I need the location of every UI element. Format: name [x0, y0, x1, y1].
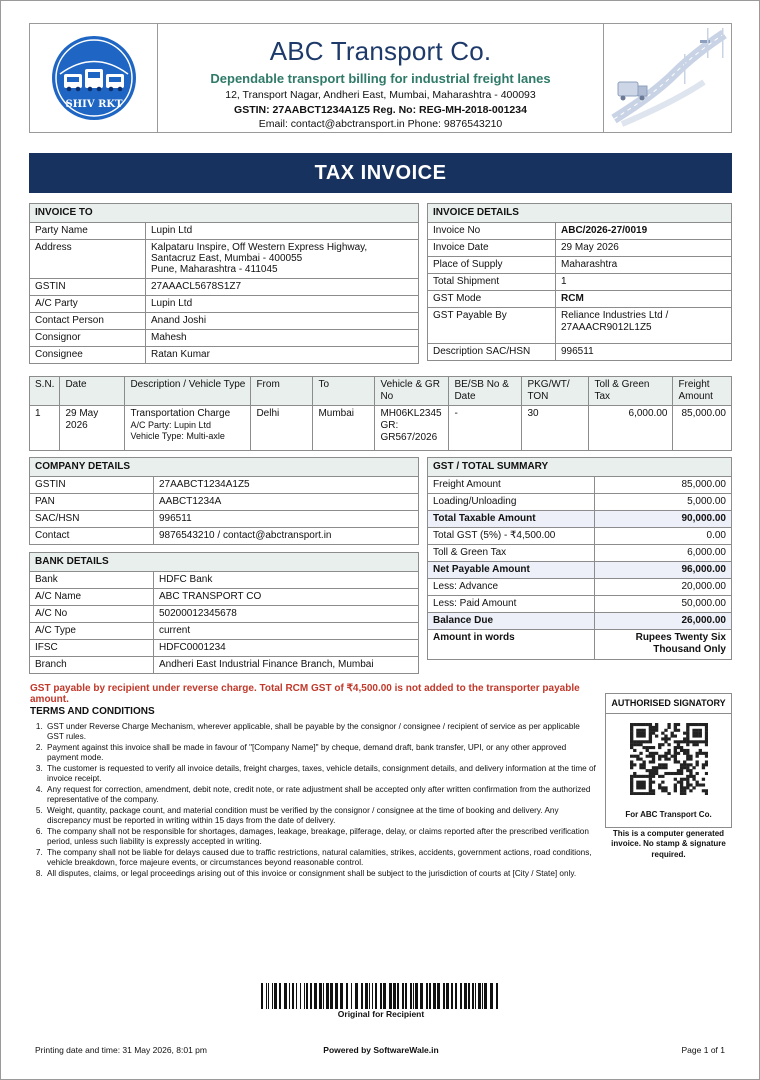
item-sn: 1 [30, 406, 60, 451]
toll-tax: 6,000.00 [595, 545, 732, 562]
list-item: 1. GST under Reverse Charge Mechanism, wherever applicable, shall be payable by the consignor / consignee / recipient of service as per applicable GST rules. [45, 722, 596, 742]
table-row [30, 406, 732, 451]
item-freight: 85,000.00 [673, 406, 732, 451]
terms-heading: TERMS AND CONDITIONS [30, 706, 155, 717]
items-table [29, 376, 732, 451]
table-row: SAC/HSN 996511 [30, 511, 419, 528]
party-gstin: 27AAACL5678S1Z7 [146, 278, 419, 295]
signatory-title: AUTHORISED SIGNATORY [606, 694, 731, 714]
invoice-details-table [427, 203, 732, 361]
table-row: Place of Supply Maharashtra [428, 257, 732, 274]
company-address: 12, Transport Nagar, Andheri East, Mumbai, Maharashtra - 400093 [225, 89, 536, 101]
table-row: A/C Party Lupin Ltd [30, 295, 419, 312]
col-header: S.N. [30, 377, 60, 406]
table-row: Net Payable Amount 96,000.00 [428, 562, 732, 579]
freight-amount: 85,000.00 [595, 477, 732, 494]
qr-code [630, 723, 708, 795]
list-item: 6. The company shall not be responsible for shortages, damages, leakage, breakage, pilferage, delay, or claims reported after the prescribed verification period, unless such liability is expressly accepted in writing. [45, 827, 596, 847]
list-item: 3. The customer is requested to verify all invoice details, freight charges, taxes, vehicle details, consignment details, and delivery information at the time of invoice receipt. [45, 764, 596, 784]
item-from: Delhi [251, 406, 313, 451]
consignee: Ratan Kumar [146, 346, 419, 363]
balance-due: 26,000.00 [595, 613, 732, 630]
party-name: Lupin Ltd [146, 223, 419, 240]
table-row: Branch Andheri East Industrial Finance Branch, Mumbai [30, 657, 419, 674]
header-center [158, 24, 603, 132]
table-row: Loading/Unloading 5,000.00 [428, 494, 732, 511]
gst-mode: RCM [556, 291, 732, 308]
col-header: Toll & Green Tax [589, 377, 673, 406]
table-row: Total Shipment 1 [428, 274, 732, 291]
table-row: A/C No 50200012345678 [30, 606, 419, 623]
item-toll: 6,000.00 [589, 406, 673, 451]
item-vehicle: MH06KL2345 GR: GR567/2026 [375, 406, 449, 451]
company-name: ABC Transport Co. [269, 36, 492, 66]
invoice-details-heading: INVOICE DETAILS [428, 204, 732, 223]
barcode-label: Original for Recipient [337, 1009, 425, 1019]
col-header: BE/SB No & Date [449, 377, 522, 406]
bank-details-heading: BANK DETAILS [30, 553, 419, 572]
list-item: 2. Payment against this invoice shall be made in favour of "[Company Name]" by cheque, demand draft, bank transfer, UPI, or any other approved payment mode. [45, 743, 596, 763]
table-row: Consignor Mahesh [30, 329, 419, 346]
table-row: Consignee Ratan Kumar [30, 346, 419, 363]
table-row: Freight Amount 85,000.00 [428, 477, 732, 494]
print-timestamp: Printing date and time: 31 May 2026, 8:01 pm [35, 1045, 207, 1055]
document-title: TAX INVOICE [29, 153, 732, 193]
invoice-number: ABC/2026-27/0019 [556, 223, 732, 240]
list-item: 4. Any request for correction, amendment, debit note, credit note, or rate adjustment shall be accepted only after written confirmation from the authorized representative of the company. [45, 785, 596, 805]
table-row: GST Payable By Reliance Industries Ltd / 27AAACR9012L1Z5 [428, 308, 732, 344]
total-shipment: 1 [556, 274, 732, 291]
company-contact-line: Email: contact@abctransport.in Phone: 9876543210 [258, 118, 503, 130]
table-row: Invoice Date 29 May 2026 [428, 240, 732, 257]
summary-heading: GST / TOTAL SUMMARY [428, 458, 732, 477]
signatory-note: This is a computer generated invoice. No stamp & signature required. [611, 829, 726, 859]
powered-by: Powered by SoftwareWale.in [323, 1045, 439, 1055]
table-row: A/C Name ABC TRANSPORT CO [30, 589, 419, 606]
gst-summary-table [427, 457, 732, 660]
barcode [259, 983, 503, 1009]
terms-list [45, 722, 596, 879]
contact-person: Anand Joshi [146, 312, 419, 329]
signatory-box [605, 693, 732, 828]
item-date: 29 May 2026 [60, 406, 125, 451]
logo-text: SHIV RKT [65, 99, 123, 110]
net-payable-amount: 96,000.00 [595, 562, 732, 579]
table-row: Total GST (5%) - ₹4,500.00 0.00 [428, 528, 732, 545]
terms-section [30, 706, 596, 880]
table-row: IFSC HDFC0001234 [30, 640, 419, 657]
table-row: Description SAC/HSN 996511 [428, 344, 732, 361]
invoice-header [29, 23, 732, 133]
party-address: Kalpataru Inspire, Off Western Express Highway, Santacruz East, Mumbai - 400055 Pune, Maharashtra - 411045 [146, 240, 419, 279]
table-row: GSTIN 27AABCT1234A1Z5 [30, 477, 419, 494]
consignor: Mahesh [146, 329, 419, 346]
table-row: Balance Due 26,000.00 [428, 613, 732, 630]
item-pkg: 30 [522, 406, 589, 451]
total-gst: 0.00 [595, 528, 732, 545]
rcm-note: GST payable by recipient under reverse charge. Total RCM GST of ₹4,500.00 is not added to the transporter payable amount. [30, 683, 580, 705]
sac-hsn: 996511 [556, 344, 732, 361]
item-to: Mumbai [313, 406, 375, 451]
amount-in-words: Rupees Twenty Six Thousand Only [595, 630, 732, 660]
table-row: Bank HDFC Bank [30, 572, 419, 589]
item-be-sb: - [449, 406, 522, 451]
list-item: 5. Weight, quantity, package count, and material condition must be verified by the consignor / consignee at the time of booking and delivery. Any discrepancy must be reported in writing within 15 days from the date of delivery. [45, 806, 596, 826]
total-taxable-amount: 90,000.00 [595, 511, 732, 528]
item-description: Transportation Charge A/C Party: Lupin Ltd Vehicle Type: Multi-axle [125, 406, 251, 451]
table-row: GST Mode RCM [428, 291, 732, 308]
page-number: Page 1 of 1 [681, 1045, 725, 1055]
invoice-to-heading: INVOICE TO [30, 204, 419, 223]
advance: 20,000.00 [595, 579, 732, 596]
table-row: Contact Person Anand Joshi [30, 312, 419, 329]
col-header: Vehicle & GR No [375, 377, 449, 406]
table-row: Party Name Lupin Ltd [30, 223, 419, 240]
company-details-table [29, 457, 419, 545]
col-header: Date [60, 377, 125, 406]
table-row: PAN AABCT1234A [30, 494, 419, 511]
list-item: 8. All disputes, claims, or legal proceedings arising out of this invoice or consignment shall be subject to the jurisdiction of courts at [City / State] only. [45, 869, 596, 879]
table-row: Less: Advance 20,000.00 [428, 579, 732, 596]
invoice-to-table [29, 203, 419, 364]
company-gstin-line: GSTIN: 27AABCT1234A1Z5 Reg. No: REG-MH-2018-001234 [234, 103, 527, 116]
ac-party: Lupin Ltd [146, 295, 419, 312]
col-header: Freight Amount [673, 377, 732, 406]
col-header: To [313, 377, 375, 406]
table-row: Invoice No ABC/2026-27/0019 [428, 223, 732, 240]
loading-amount: 5,000.00 [595, 494, 732, 511]
table-row: A/C Type current [30, 623, 419, 640]
list-item: 7. The company shall not be liable for delays caused due to traffic restrictions, natural calamities, strikes, accidents, government actions, road conditions, vehicle breakdown, force majeure events, or circumstances beyond reasonable control. [45, 848, 596, 868]
table-row: Contact 9876543210 / contact@abctransport.in [30, 528, 419, 545]
place-of-supply: Maharashtra [556, 257, 732, 274]
table-row: Address Kalpataru Inspire, Off Western Express Highway, Santacruz East, Mumbai - 400055 Pune, Maharashtra - 411045 [30, 240, 419, 279]
col-header: Description / Vehicle Type [125, 377, 251, 406]
company-tagline: Dependable transport billing for industrial freight lanes [210, 71, 551, 86]
table-row: Amount in words Rupees Twenty Six Thousand Only [428, 630, 732, 660]
company-logo [30, 24, 158, 132]
gst-payable-by: Reliance Industries Ltd / 27AAACR9012L1Z5 [556, 308, 732, 344]
col-header: From [251, 377, 313, 406]
table-row: Toll & Green Tax 6,000.00 [428, 545, 732, 562]
truck-illustration [603, 24, 731, 132]
invoice-date: 29 May 2026 [556, 240, 732, 257]
table-row: GSTIN 27AAACL5678S1Z7 [30, 278, 419, 295]
company-details-heading: COMPANY DETAILS [30, 458, 419, 477]
paid-amount: 50,000.00 [595, 596, 732, 613]
table-row: Total Taxable Amount 90,000.00 [428, 511, 732, 528]
col-header: PKG/WT/ TON [522, 377, 589, 406]
table-row: Less: Paid Amount 50,000.00 [428, 596, 732, 613]
signatory-for: For ABC Transport Co. [625, 810, 712, 819]
bank-details-table [29, 552, 419, 674]
